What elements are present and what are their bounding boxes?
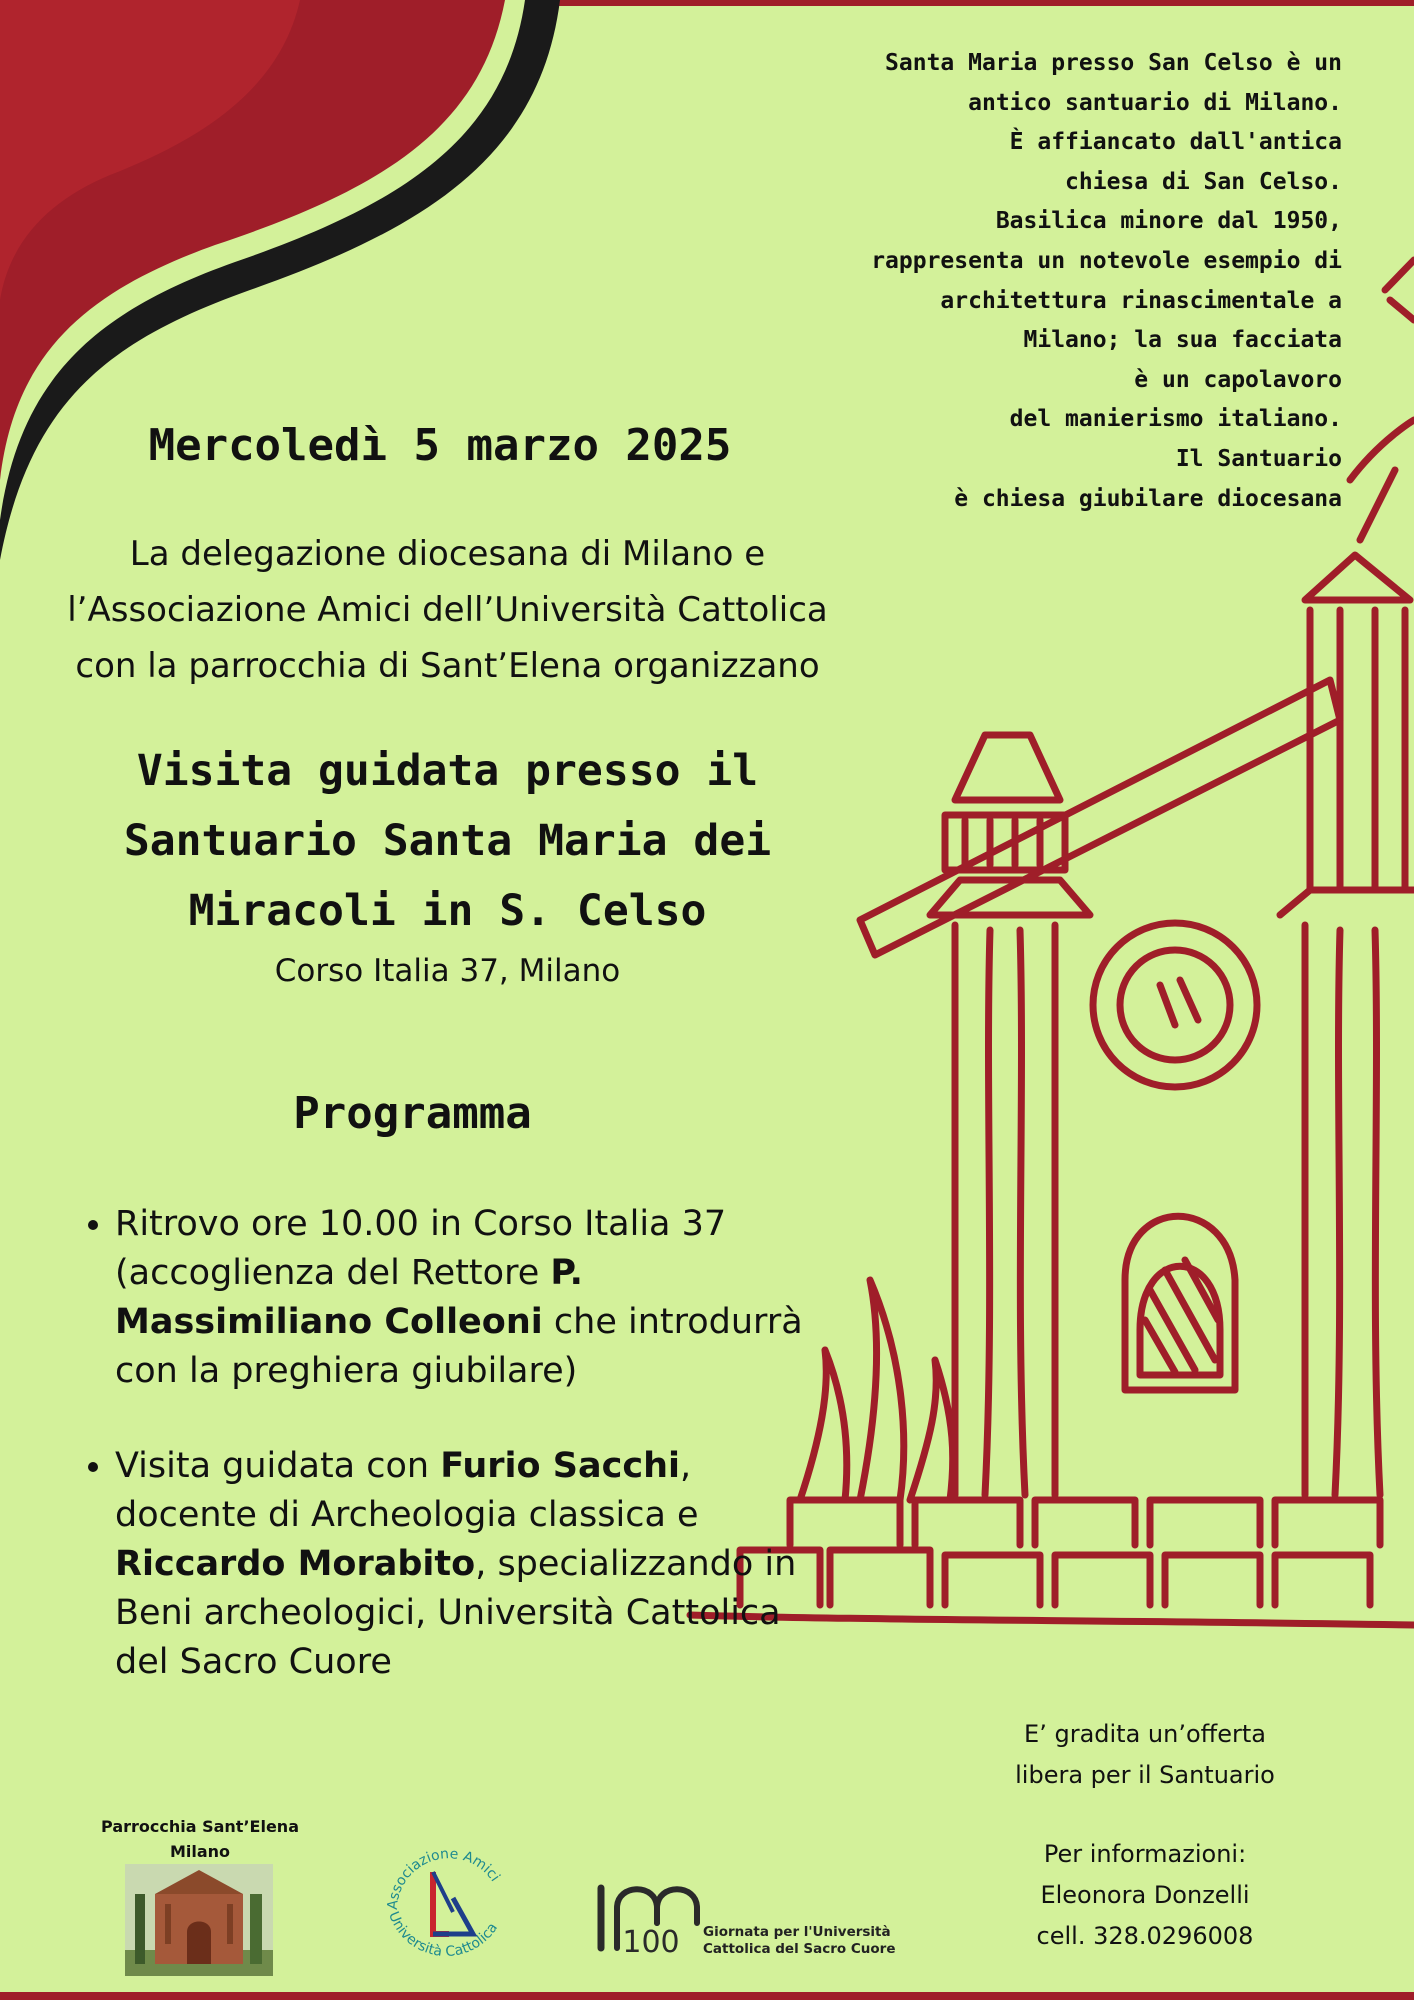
bottom-border [0,1992,1414,2000]
offer-note: E’ gradita un’offerta libera per il Santuario [1015,1720,1275,1789]
intro-line: del manierismo italiano. [1009,406,1342,433]
intro-line: Santa Maria presso San Celso è un [885,50,1342,76]
visit-title-line: Santuario Santa Maria dei [123,816,772,866]
intro-line: È affiancato dall'antica [1009,129,1342,156]
contact-info [965,1834,1325,1957]
program-list [70,1200,835,1733]
event-date: Mercoledì 5 marzo 2025 [148,420,732,471]
organizers-text [40,526,855,694]
svg-text:Associazione Amici: Associazione Amici [384,1846,503,1911]
visit-title-line: Miracoli in S. Celso [188,886,707,936]
contact-name: Eleonora Donzelli [1040,1881,1250,1909]
parish-church-photo [125,1864,273,1976]
intro-line: è chiesa giubilare diocesana [954,485,1342,512]
visit-title [40,736,855,946]
centenary-text-line: Giornata per l'Università [703,1924,891,1940]
intro-line: rappresenta un notevole esempio di [871,247,1342,274]
intro-line: Milano; la sua facciata [1023,327,1342,354]
intro-line: antico santuario di Milano. [968,89,1342,116]
guide-name: Furio Sacchi [440,1446,681,1486]
visit-title-line: Visita guidata presso il [136,746,759,796]
corner-wave-decoration [0,0,560,560]
organizers-line: con la parrocchia di Sant’Elena organizzano [75,646,820,686]
guide-name: Riccardo Morabito [115,1544,476,1584]
svg-text:Università Cattolica: Università Cattolica [385,1909,502,1961]
intro-line: Il Santuario [1175,445,1342,472]
svg-text:100: 100 [622,1925,680,1958]
program-item: • Ritrovo ore 10.00 in Corso Italia 37 (accoglienza del Rettore P. Massimiliano Colleoni che introdurrà con la preghiera giubilare) [115,1200,835,1396]
intro-line: è un capolavoro [1134,366,1342,393]
program-item: • Visita guidata con Furio Sacchi, docente di Archeologia classica e Riccardo Morabito, specializzando in Beni archeologici, Università Cattolica del Sacro Cuore [115,1442,835,1687]
intro-line: chiesa di San Celso. [1065,168,1342,195]
associazione-amici-logo [375,1832,520,1977]
intro-paragraph [820,44,1342,519]
venue-address: Corso Italia 37, Milano [274,953,621,989]
program-heading: Programma [293,1088,532,1139]
parish-logo-title: Parrocchia Sant’Elena Milano [101,1817,299,1861]
contact-label: Per informazioni: [1043,1840,1247,1868]
rector-name: P. Massimiliano Colleoni [115,1253,583,1342]
organizers-line: La delegazione diocesana di Milano e [129,534,766,574]
contact-phone: cell. 328.0296008 [1036,1922,1254,1950]
organizers-line: l’Associazione Amici dell’Università Cattolica [67,590,828,630]
intro-line: Basilica minore dal 1950, [995,208,1342,235]
centenary-giornata-logo [595,1878,925,1958]
centenary-100-icon [595,1878,705,1958]
intro-line: architettura rinascimentale a [940,287,1342,314]
centenary-text-line: Cattolica del Sacro Cuore [703,1941,896,1957]
